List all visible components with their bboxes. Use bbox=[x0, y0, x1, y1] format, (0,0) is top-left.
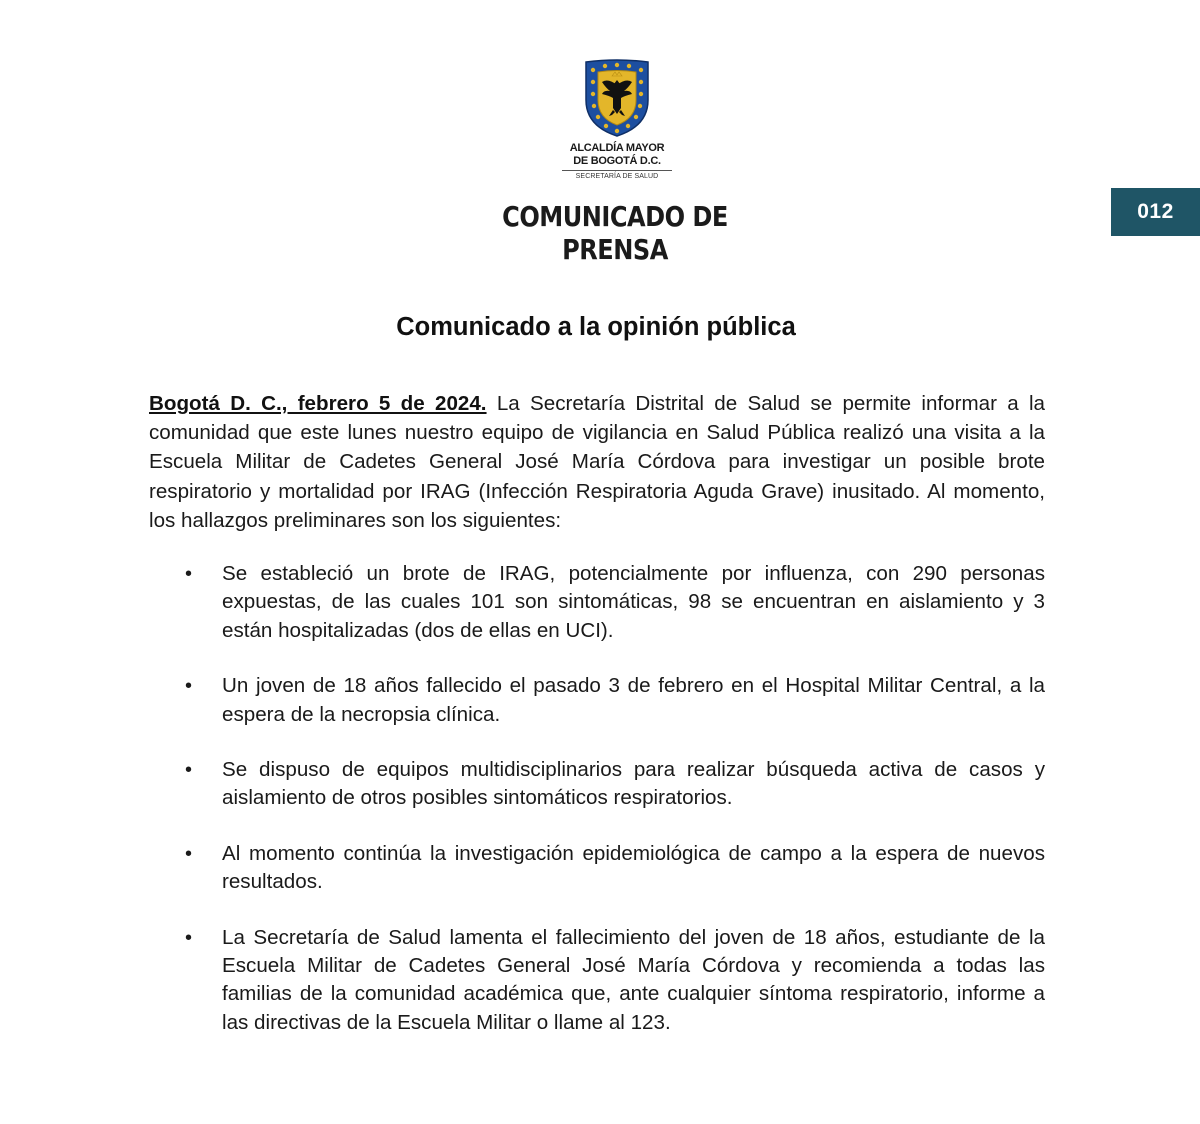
page-number-tag: 012 bbox=[1111, 188, 1200, 236]
document-title: Comunicado a la opinión pública bbox=[396, 313, 796, 341]
bullet-icon: • bbox=[185, 759, 193, 782]
finding-text: La Secretaría de Salud lamenta el fallecimiento del joven de 18 años, estudiante de la Escuela Militar de Cadetes General José María Córdova y recomienda a todas las familias de la comunidad académica que, ante cualquier síntoma respiratorio, informe a las directivas de la Escuela Militar o llame al 123. bbox=[222, 925, 1045, 1034]
press-release-heading: COMUNICADO DE PRENSA bbox=[502, 200, 728, 266]
list-item bbox=[149, 560, 1045, 645]
list-item bbox=[149, 672, 1045, 729]
intro-paragraph bbox=[149, 389, 1045, 535]
finding-text: Se estableció un brote de IRAG, potencialmente por influenza, con 290 personas expuestas, de las cuales 101 son sintomáticas, 98 se encuentran en aislamiento y 3 están hospitalizadas (dos de ellas en UCI). bbox=[222, 562, 1045, 642]
intro-text: La Secretaría Distrital de Salud se permite informar a la comunidad que este lunes nuestro equipo de vigilancia en Salud Pública realizó una visita a la Escuela Militar de Cadetes General José María Córdova para investigar un posible brote respiratorio y mortalidad por IRAG (Infección Respiratoria Aguda Grave) inusitado. Al momento, los hallazgos preliminares son los siguientes: bbox=[149, 392, 1045, 532]
org-divider bbox=[562, 170, 672, 171]
bullet-icon: • bbox=[185, 926, 193, 949]
finding-text: Se dispuso de equipos multidisciplinarios para realizar búsqueda activa de casos y aislamiento de otros posibles sintomáticos respiratorios. bbox=[222, 758, 1045, 810]
list-item bbox=[149, 924, 1045, 1038]
finding-text: Al momento continúa la investigación epidemiológica de campo a la espera de nuevos resultados. bbox=[222, 841, 1045, 894]
dateline: Bogotá D. C., febrero 5 de 2024. bbox=[149, 392, 487, 415]
findings-list bbox=[149, 560, 1045, 1064]
list-item bbox=[149, 840, 1045, 897]
list-item bbox=[149, 756, 1045, 813]
bullet-icon: • bbox=[185, 675, 193, 698]
org-name-line-2: DE BOGOTÁ D.C. bbox=[573, 155, 661, 167]
bullet-icon: • bbox=[185, 563, 193, 585]
bogota-coat-of-arms-icon bbox=[582, 58, 652, 138]
header-logo bbox=[560, 58, 674, 181]
org-name-line-1: ALCALDÍA MAYOR bbox=[569, 142, 665, 154]
org-subtitle: SECRETARÍA DE SALUD bbox=[575, 173, 659, 180]
finding-text: Un joven de 18 años fallecido el pasado 3 de febrero en el Hospital Militar Central, a la espera de la necropsia clínica. bbox=[222, 674, 1045, 726]
bullet-icon: • bbox=[185, 842, 193, 865]
